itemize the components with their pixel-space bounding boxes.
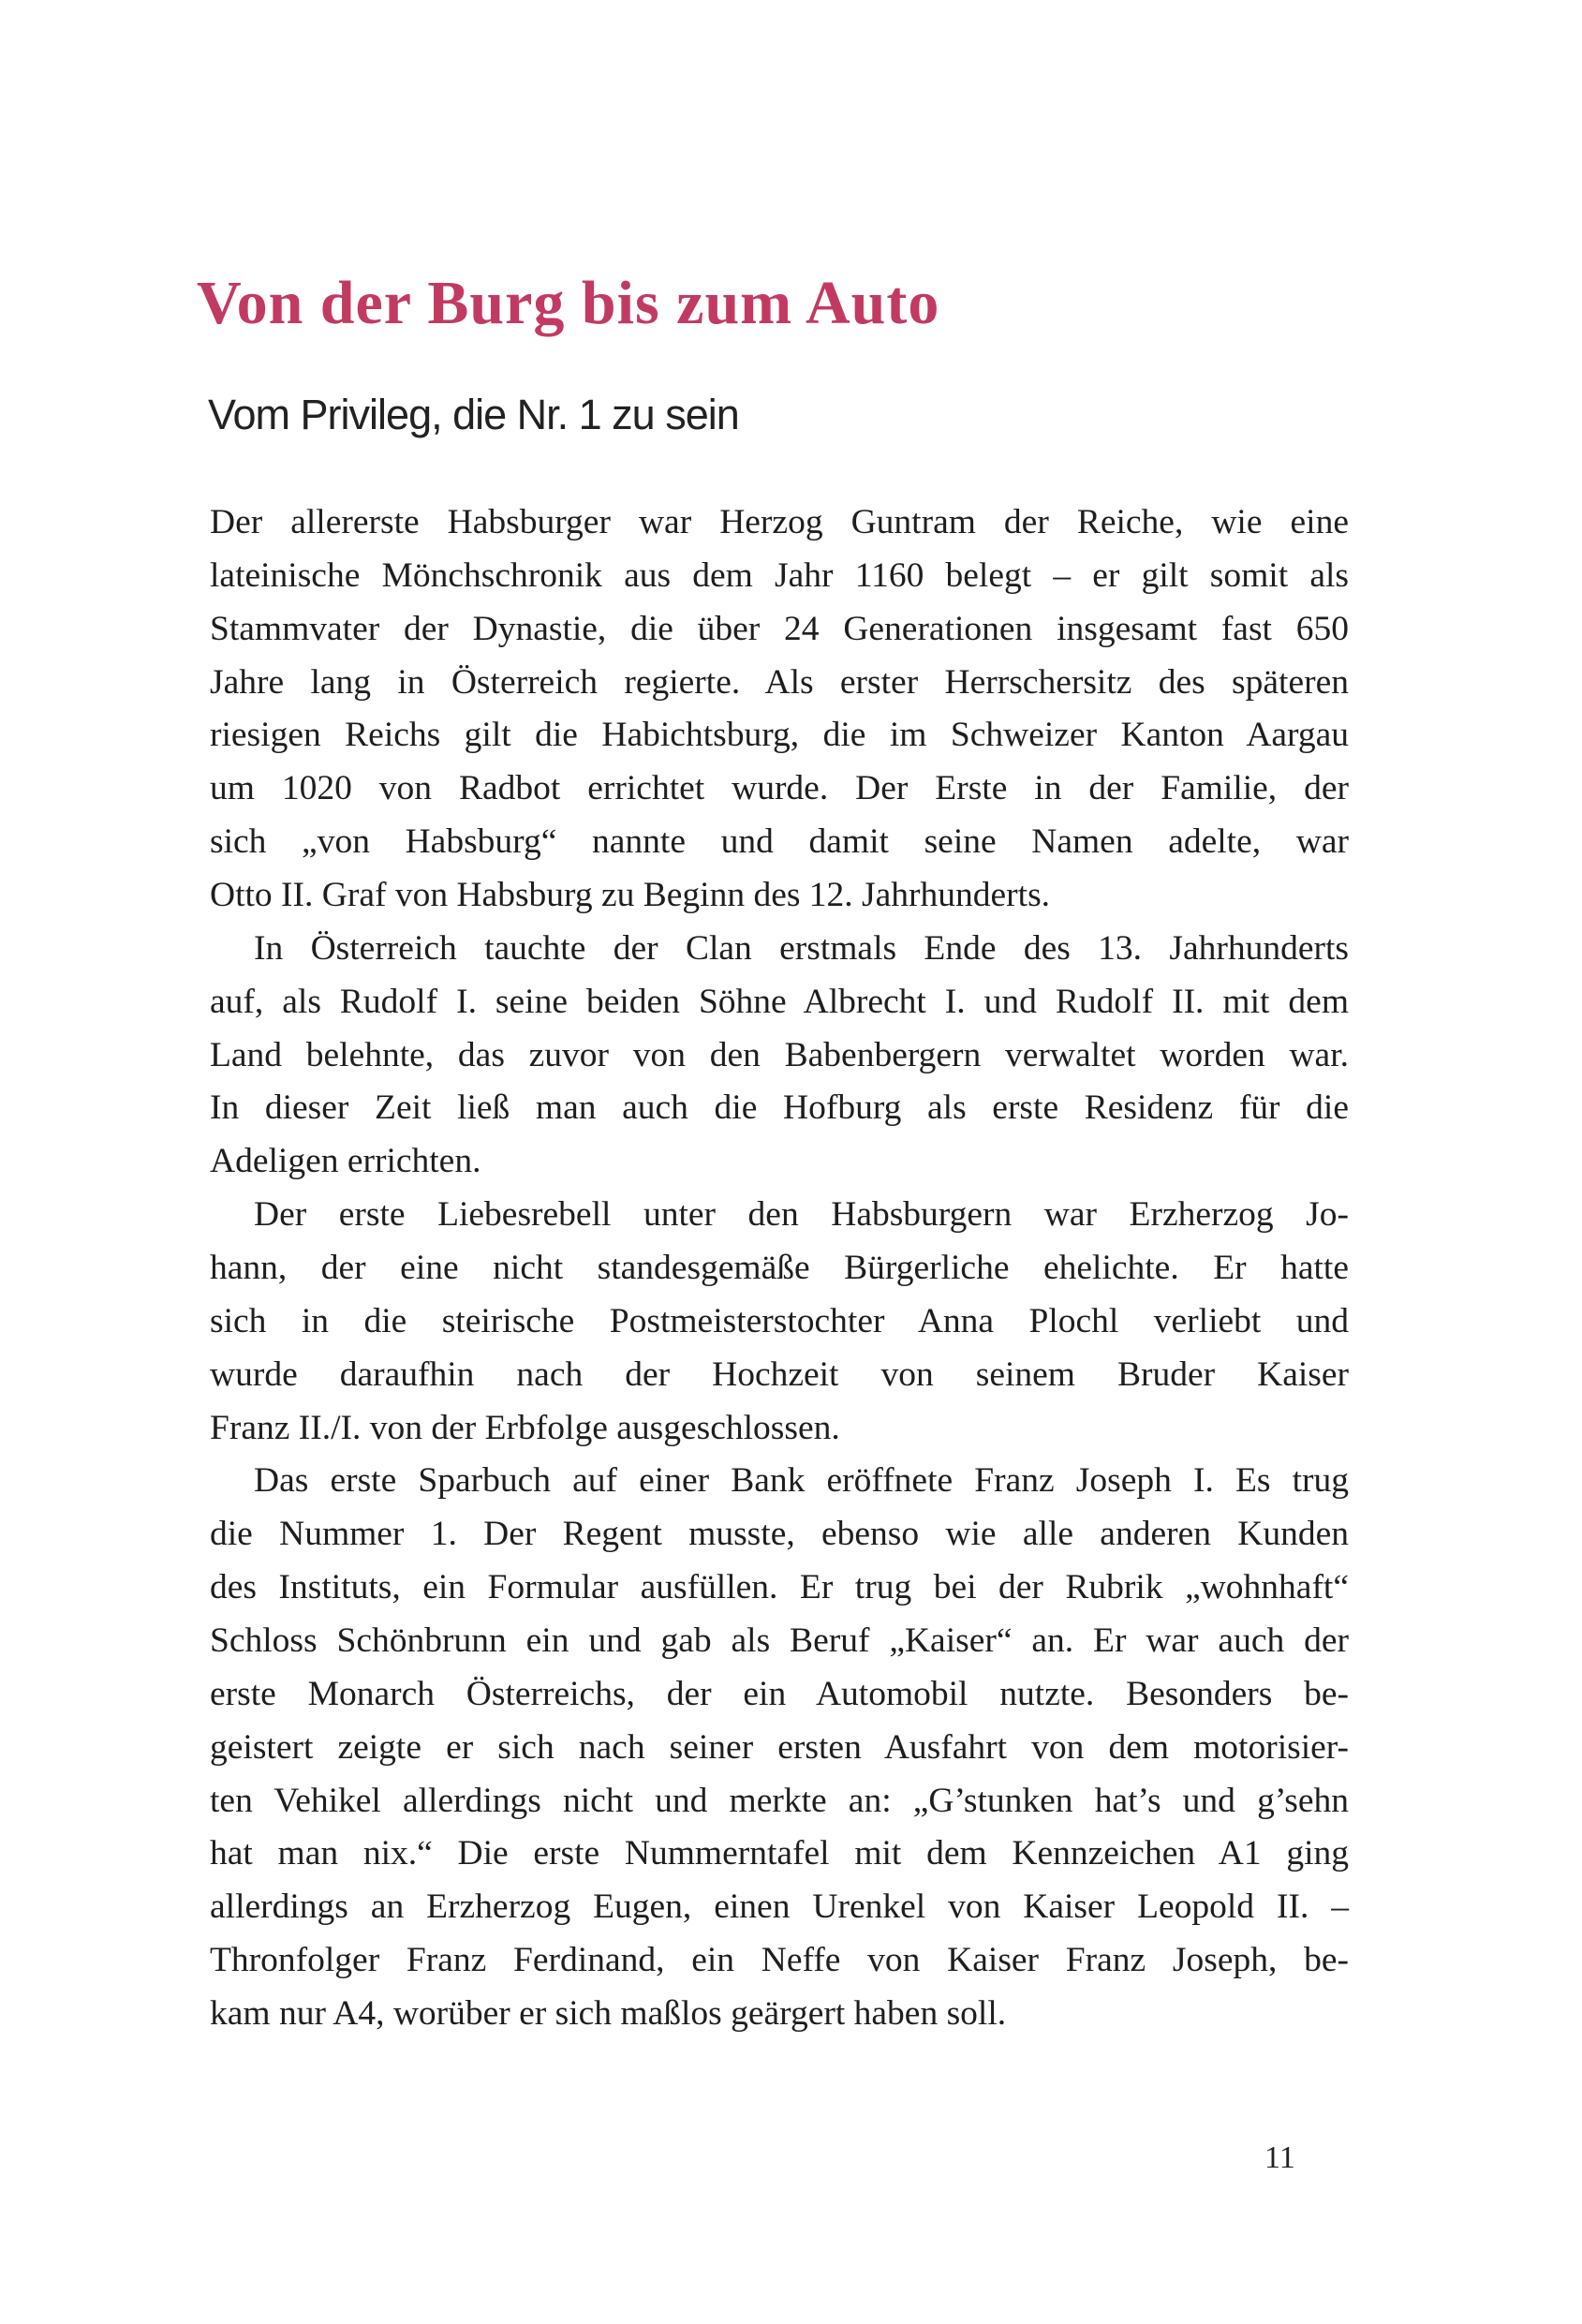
text-line: riesigen Reichs gilt die Habichtsburg, die im Schweizer Kanton Aargau [210,716,1349,755]
text-line: ten Vehikel allerdings nicht und merkte an: „G’stunken hat’s und g’sehn [210,1781,1349,1820]
text-line: erste Monarch Österreichs, der ein Automobil nutzte. Besonders be- [210,1674,1349,1713]
chapter-title: Von der Burg bis zum Auto [197,269,940,337]
text-line: Schloss Schönbrunn ein und gab als Beruf „Kaiser“ an. Er war auch der [210,1621,1349,1661]
text-line: kam nur A4, worüber er sich maßlos geärgert haben soll. [210,1994,1007,2034]
text-line: Jahre lang in Österreich regierte. Als erster Herrschersitz des späteren [210,662,1349,702]
text-line: wurde daraufhin nach der Hochzeit von seinem Bruder Kaiser [210,1354,1349,1394]
text-line: In Österreich tauchte der Clan erstmals Ende des 13. Jahrhunderts [254,928,1349,968]
text-line: Der allererste Habsburger war Herzog Guntram der Reiche, wie eine [210,503,1349,541]
paragraph [210,1455,1349,2040]
paragraph [210,496,1349,923]
text-line: lateinische Mönchschronik aus dem Jahr 1160 belegt – er gilt somit als [210,555,1349,595]
paragraph [210,1189,1349,1455]
text-line: des Instituts, ein Formular ausfüllen. Er trug bei der Rubrik „wohnhaft“ [210,1568,1349,1607]
text-line: Land belehnte, das zuvor von den Babenbergern verwaltet worden war. [210,1035,1349,1074]
text-line: um 1020 von Radbot errichtet wurde. Der Erste in der Familie, der [210,769,1349,808]
text-line: hann, der eine nicht standesgemäße Bürgerliche ehelichte. Er hatte [210,1249,1349,1288]
text-line: Stammvater der Dynastie, die über 24 Generationen insgesamt fast 650 [210,609,1349,648]
text-line: die Nummer 1. Der Regent musste, ebenso wie alle anderen Kunden [210,1515,1349,1554]
text-line: Adeligen errichten. [210,1142,481,1181]
section-subtitle: Vom Privileg, die Nr. 1 zu sein [208,391,739,438]
text-line: Otto II. Graf von Habsburg zu Beginn des 12. Jahrhunderts. [210,876,1051,915]
body-text [210,496,1349,2041]
text-line: geistert zeigte er sich nach seiner ersten Ausfahrt von dem motorisier- [210,1727,1349,1767]
text-line: sich „von Habsburg“ nannte und damit seine Namen adelte, war [210,822,1349,862]
text-line: Thronfolger Franz Ferdinand, ein Neffe von Kaiser Franz Joseph, be- [210,1941,1349,1980]
text-line: Franz II./I. von der Erbfolge ausgeschlossen. [210,1408,840,1447]
text-line: allerdings an Erzherzog Eugen, einen Urenkel von Kaiser Leopold II. – [210,1887,1349,1927]
text-line: In dieser Zeit ließ man auch die Hofburg als erste Residenz für die [210,1088,1349,1128]
text-line: auf, als Rudolf I. seine beiden Söhne Albrecht I. und Rudolf II. mit dem [210,982,1349,1021]
text-line: Der erste Liebesrebell unter den Habsburgern war Erzherzog Jo- [254,1195,1349,1235]
text-line: Das erste Sparbuch auf einer Bank eröffnete Franz Joseph I. Es trug [254,1461,1349,1501]
text-line: sich in die steirische Postmeisterstochter Anna Plochl verliebt und [210,1301,1349,1340]
page-number: 11 [1264,2140,1295,2175]
paragraph [210,923,1349,1189]
text-line: hat man nix.“ Die erste Nummerntafel mit dem Kennzeichen A1 ging [210,1834,1349,1873]
